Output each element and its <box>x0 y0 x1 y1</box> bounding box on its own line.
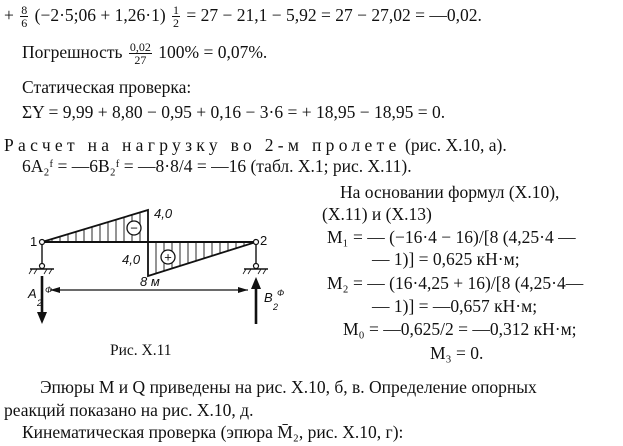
formula-intro-2: (X.11) и (X.13) <box>322 204 432 224</box>
span-label: 8 м <box>140 274 160 289</box>
reaction-a-label: A <box>28 286 37 301</box>
plus-sign: + <box>164 249 172 265</box>
paragraph-line-2: реакций показано на рис. X.10, д. <box>4 400 254 420</box>
figure-caption: Рис. X.11 <box>110 342 172 359</box>
fraction-8-6 <box>20 4 28 29</box>
formula-intro-1: На основании формул (X.10), <box>340 182 560 202</box>
figure-x11 <box>28 194 318 336</box>
span-load-heading <box>4 134 507 156</box>
load-equation: 6A₂ᶠ = —6B₂ᶠ = —8·8/4 = —16 (табл. X.1; рис. X.11). <box>22 156 412 176</box>
reaction-a-superscript: Ф <box>45 285 53 295</box>
left-support-ground <box>29 269 52 274</box>
plus-sign: + <box>4 5 14 25</box>
fraction-numerator: 1 <box>173 3 180 18</box>
reaction-a-subscript: 2 <box>37 298 43 308</box>
node-2-hinge <box>254 240 259 245</box>
paragraph-line-1: Эпюры M и Q приведены на рис. X.10, б, в. Определение опорных <box>40 377 537 397</box>
node-1-hinge <box>40 240 45 245</box>
moment-m1-line-1: M₁ = — (−16·4 − 16)/[8 (4,25·4 — <box>327 227 576 247</box>
reaction-b-arrowhead <box>251 277 261 289</box>
fraction-denominator: 6 <box>21 16 28 31</box>
reaction-a-arrowhead <box>37 312 47 324</box>
value-top-label: 4,0 <box>154 206 173 221</box>
moment-m2-line-1: M₂ = — (16·4,25 + 16)/[8 (4,25·4— <box>327 273 584 293</box>
moment-m3-line: M₃ = 0. <box>430 343 484 363</box>
equation-line-1 <box>4 4 482 29</box>
reaction-b-superscript: Ф <box>277 288 285 298</box>
heading-reference: (рис. X.10, а). <box>405 135 507 155</box>
kinematic-check-heading: Кинематическая проверка (эпюра M̄₂, рис. X.10, г): <box>22 422 404 442</box>
reaction-b-label: B <box>264 290 273 305</box>
static-check-equation: ΣY = 9,99 + 8,80 − 0,95 + 0,16 − 3·6 = + 18,95 − 18,95 = 0. <box>22 102 446 122</box>
error-value: 100% = 0,07%. <box>158 42 268 62</box>
node-2-label: 2 <box>260 233 268 248</box>
fraction-denominator: 27 <box>134 53 147 68</box>
reaction-b-subscript: 2 <box>273 302 279 312</box>
node-1-label: 1 <box>30 234 38 249</box>
beam-diagram <box>28 194 318 336</box>
error-line <box>22 41 267 66</box>
fraction-numerator: 8 <box>21 3 28 18</box>
moment-m1-line-2: — 1)] = 0,625 кН·м; <box>372 249 520 269</box>
right-support-ground <box>243 269 266 274</box>
static-check-heading: Статическая проверка: <box>22 77 192 97</box>
minus-sign: − <box>130 220 138 236</box>
fraction-1-2 <box>172 4 180 29</box>
dimension-arrow-right <box>238 287 248 293</box>
expression-middle: (−2·5;06 + 1,26·1) <box>34 5 166 25</box>
fraction-error <box>129 41 152 66</box>
moment-m0-line: M₀ = —0,625/2 = —0,312 кН·м; <box>343 319 577 339</box>
moment-m2-line-2: — 1)] = —0,657 кН·м; <box>372 296 538 316</box>
fraction-denominator: 2 <box>173 16 180 31</box>
error-label: Погрешность <box>22 42 123 62</box>
fraction-numerator: 0,02 <box>129 40 151 55</box>
expression-result: = 27 − 21,1 − 5,92 = 27 − 27,02 = —0,02. <box>186 5 482 25</box>
value-bottom-label: 4,0 <box>122 252 141 267</box>
spaced-heading-text: Расчет на нагрузку во 2-м пролете <box>4 135 401 155</box>
